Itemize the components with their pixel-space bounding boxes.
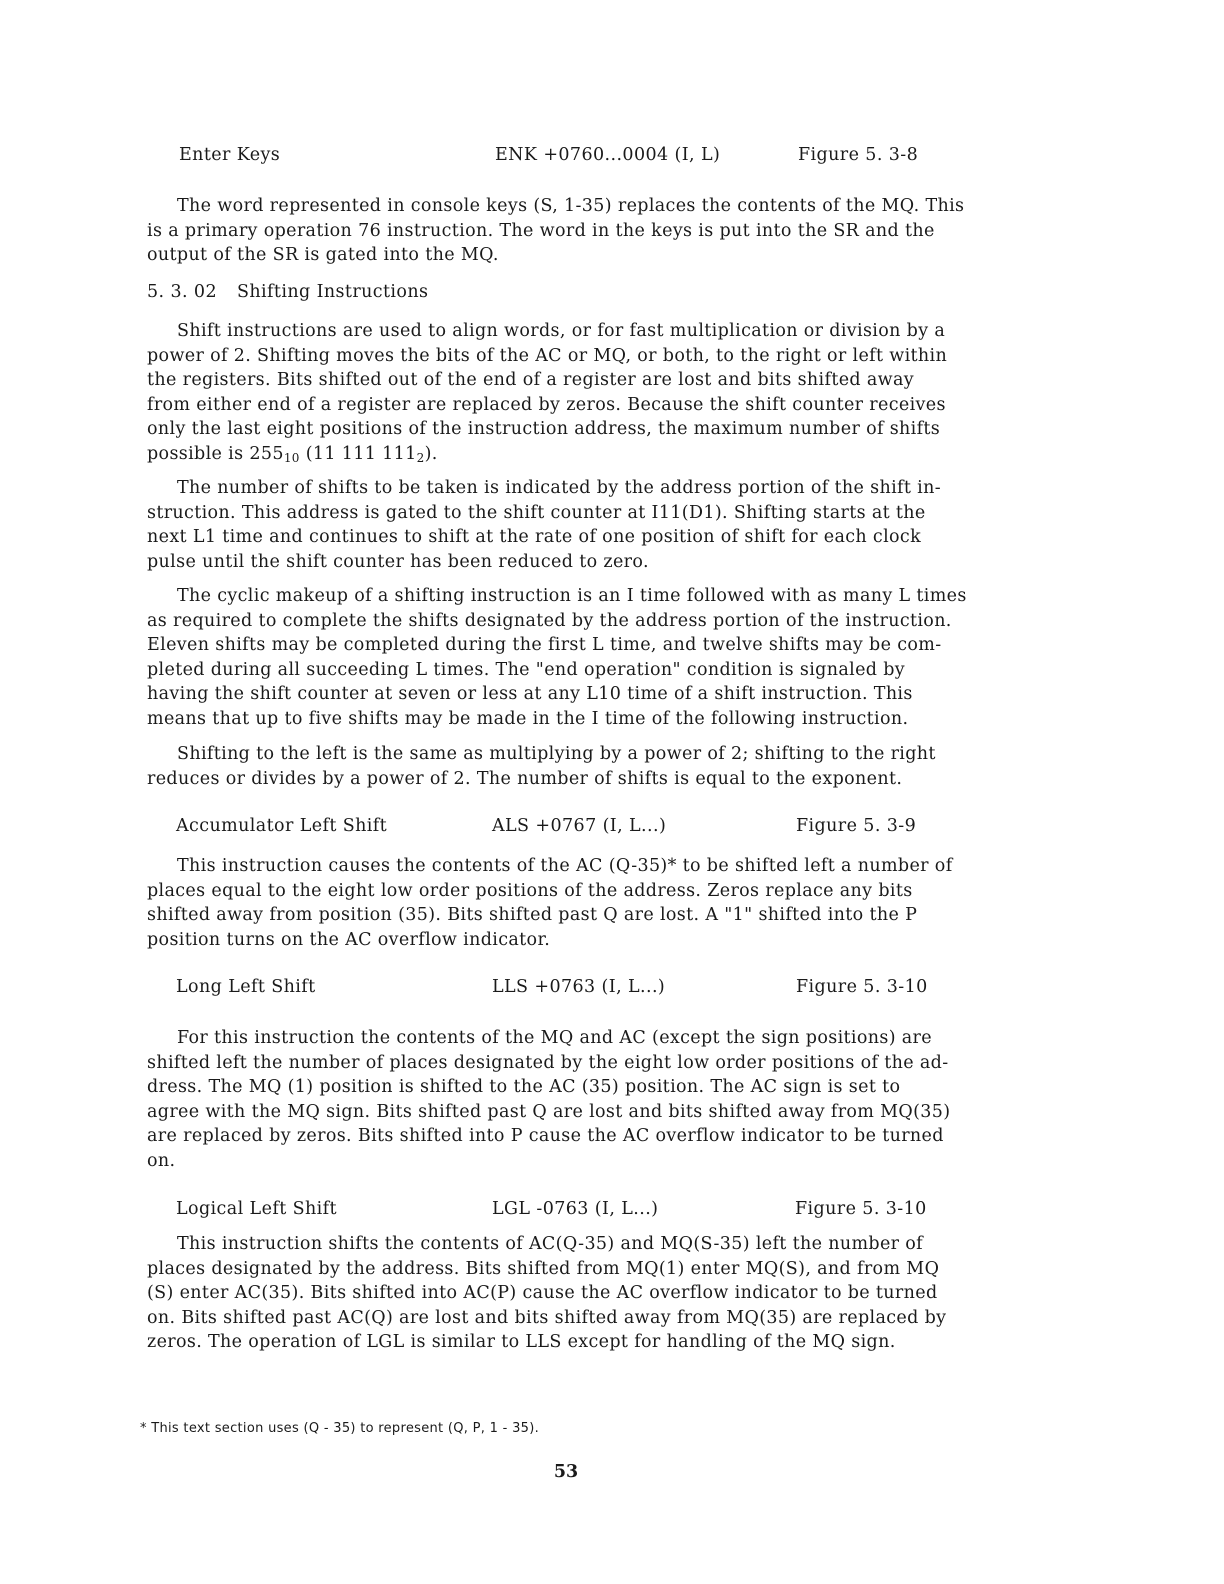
entry-heading-lgl [0,1199,1224,1225]
entry-code: LGL -0763 (I, L...) [492,1199,659,1219]
paragraph-shift-intro [147,319,1027,471]
paragraph-lgl [147,1232,1027,1355]
text-line: means that up to five shifts may be made in the I time of the following instruction. [147,708,909,729]
paragraph-cyclic-makeup [147,584,1027,732]
text-line: output of the SR is gated into the MQ. [147,245,499,266]
text-line: For this instruction the contents of the MQ and AC (except the sign positions) are [177,1028,932,1048]
text-line: Eleven shifts may be completed during the first L time, and twelve shifts may be com- [147,635,942,656]
entry-figure: Figure 5. 3-10 [796,977,928,997]
entry-name: Long Left Shift [176,977,316,997]
text-line: struction. This address is gated to the shift counter at I11(D1). Shifting starts at the [147,502,926,523]
entry-figure: Figure 5. 3-8 [798,145,919,165]
page-number: 53 [553,1462,579,1482]
text-line: shifted left the number of places designated by the eight low order positions of the ad- [147,1052,949,1073]
text-line: pleted during all succeeding L times. The "end operation" condition is signaled by [147,659,906,680]
text-line: is a primary operation 76 instruction. The word in the keys is put into the SR and the [147,220,935,241]
text-line: possible is $255_{10}$ (11 111 $111_2$). [147,443,438,465]
entry-heading-lls [0,977,1224,1003]
text-line: as required to complete the shifts designated by the address portion of the instruction. [147,610,952,631]
entry-code: ALS +0767 (I, L...) [492,816,667,836]
paragraph-lls [147,1026,1027,1174]
text-line: (S) enter AC(35). Bits shifted into AC(P) cause the AC overflow indicator to be turned [147,1283,938,1304]
section-number: 5. 3. 02 [147,282,217,302]
text-line: places equal to the eight low order positions of the address. Zeros replace any bits [147,880,913,901]
text-line: power of 2. Shifting moves the bits of the AC or MQ, or both, to the right or left within [147,345,948,366]
text-line: Shift instructions are used to align words, or for fast multiplication or division by a [177,321,946,341]
text-line: the registers. Bits shifted out of the end of a register are lost and bits shifted away [147,370,915,391]
entry-heading-enter-keys [0,145,1224,171]
paragraph-als [147,854,1027,952]
text-line: The cyclic makeup of a shifting instruction is an I time followed with as many L times [177,586,967,606]
text-line: are replaced by zeros. Bits shifted into P cause the AC overflow indicator to be turned [147,1126,944,1147]
text-line: on. Bits shifted past AC(Q) are lost and bits shifted away from MQ(35) are replaced by [147,1307,947,1328]
text-line: dress. The MQ (1) position is shifted to the AC (35) position. The AC sign is set to [147,1077,901,1098]
text-line: only the last eight positions of the instruction address, the maximum number of shifts [147,419,941,440]
text-line: This instruction shifts the contents of AC(Q-35) and MQ(S-35) left the number of [177,1234,924,1254]
text-line: agree with the MQ sign. Bits shifted past Q are lost and bits shifted away from MQ(35) [147,1101,951,1122]
paragraph-shift-direction [147,742,1027,791]
text-line: reduces or divides by a power of 2. The number of shifts is equal to the exponent. [147,768,903,789]
section-title: Shifting Instructions [236,282,429,302]
text-line: position turns on the AC overflow indicator. [147,929,551,950]
entry-figure: Figure 5. 3-10 [795,1199,927,1219]
entry-code: LLS +0763 (I, L...) [492,977,666,997]
text-line: The word represented in console keys (S, 1-35) replaces the contents of the MQ. This [177,196,965,216]
entry-name: Enter Keys [179,145,281,165]
text-line: from either end of a register are replaced by zeros. Because the shift counter receives [147,394,946,415]
text-line: Shifting to the left is the same as multiplying by a power of 2; shifting to the right [177,744,936,764]
entry-name: Logical Left Shift [176,1199,337,1219]
paragraph-shift-count [147,476,1027,574]
text-line: pulse until the shift counter has been reduced to zero. [147,551,649,572]
section-heading [147,282,428,302]
entry-code: ENK +0760...0004 (I, L) [495,145,721,165]
text-line: on. [147,1150,176,1171]
entry-figure: Figure 5. 3-9 [796,816,917,836]
text-line: next L1 time and continues to shift at the rate of one position of shift for each clock [147,527,922,548]
footnote: * This text section uses (Q - 35) to represent (Q, P, 1 - 35). [140,1421,540,1436]
text-line: zeros. The operation of LGL is similar to LLS except for handling of the MQ sign. [147,1332,896,1353]
entry-name: Accumulator Left Shift [176,816,388,836]
paragraph-enter-keys [147,194,1027,268]
text-line: This instruction causes the contents of the AC (Q-35)* to be shifted left a number of [177,856,953,876]
entry-heading-als [0,816,1224,842]
text-line: shifted away from position (35). Bits shifted past Q are lost. A "1" shifted into the P [147,905,918,926]
text-line: having the shift counter at seven or less at any L10 time of a shift instruction. This [147,684,913,705]
text-line: The number of shifts to be taken is indicated by the address portion of the shift in- [177,478,941,498]
text-line: places designated by the address. Bits shifted from MQ(1) enter MQ(S), and from MQ [147,1258,940,1279]
